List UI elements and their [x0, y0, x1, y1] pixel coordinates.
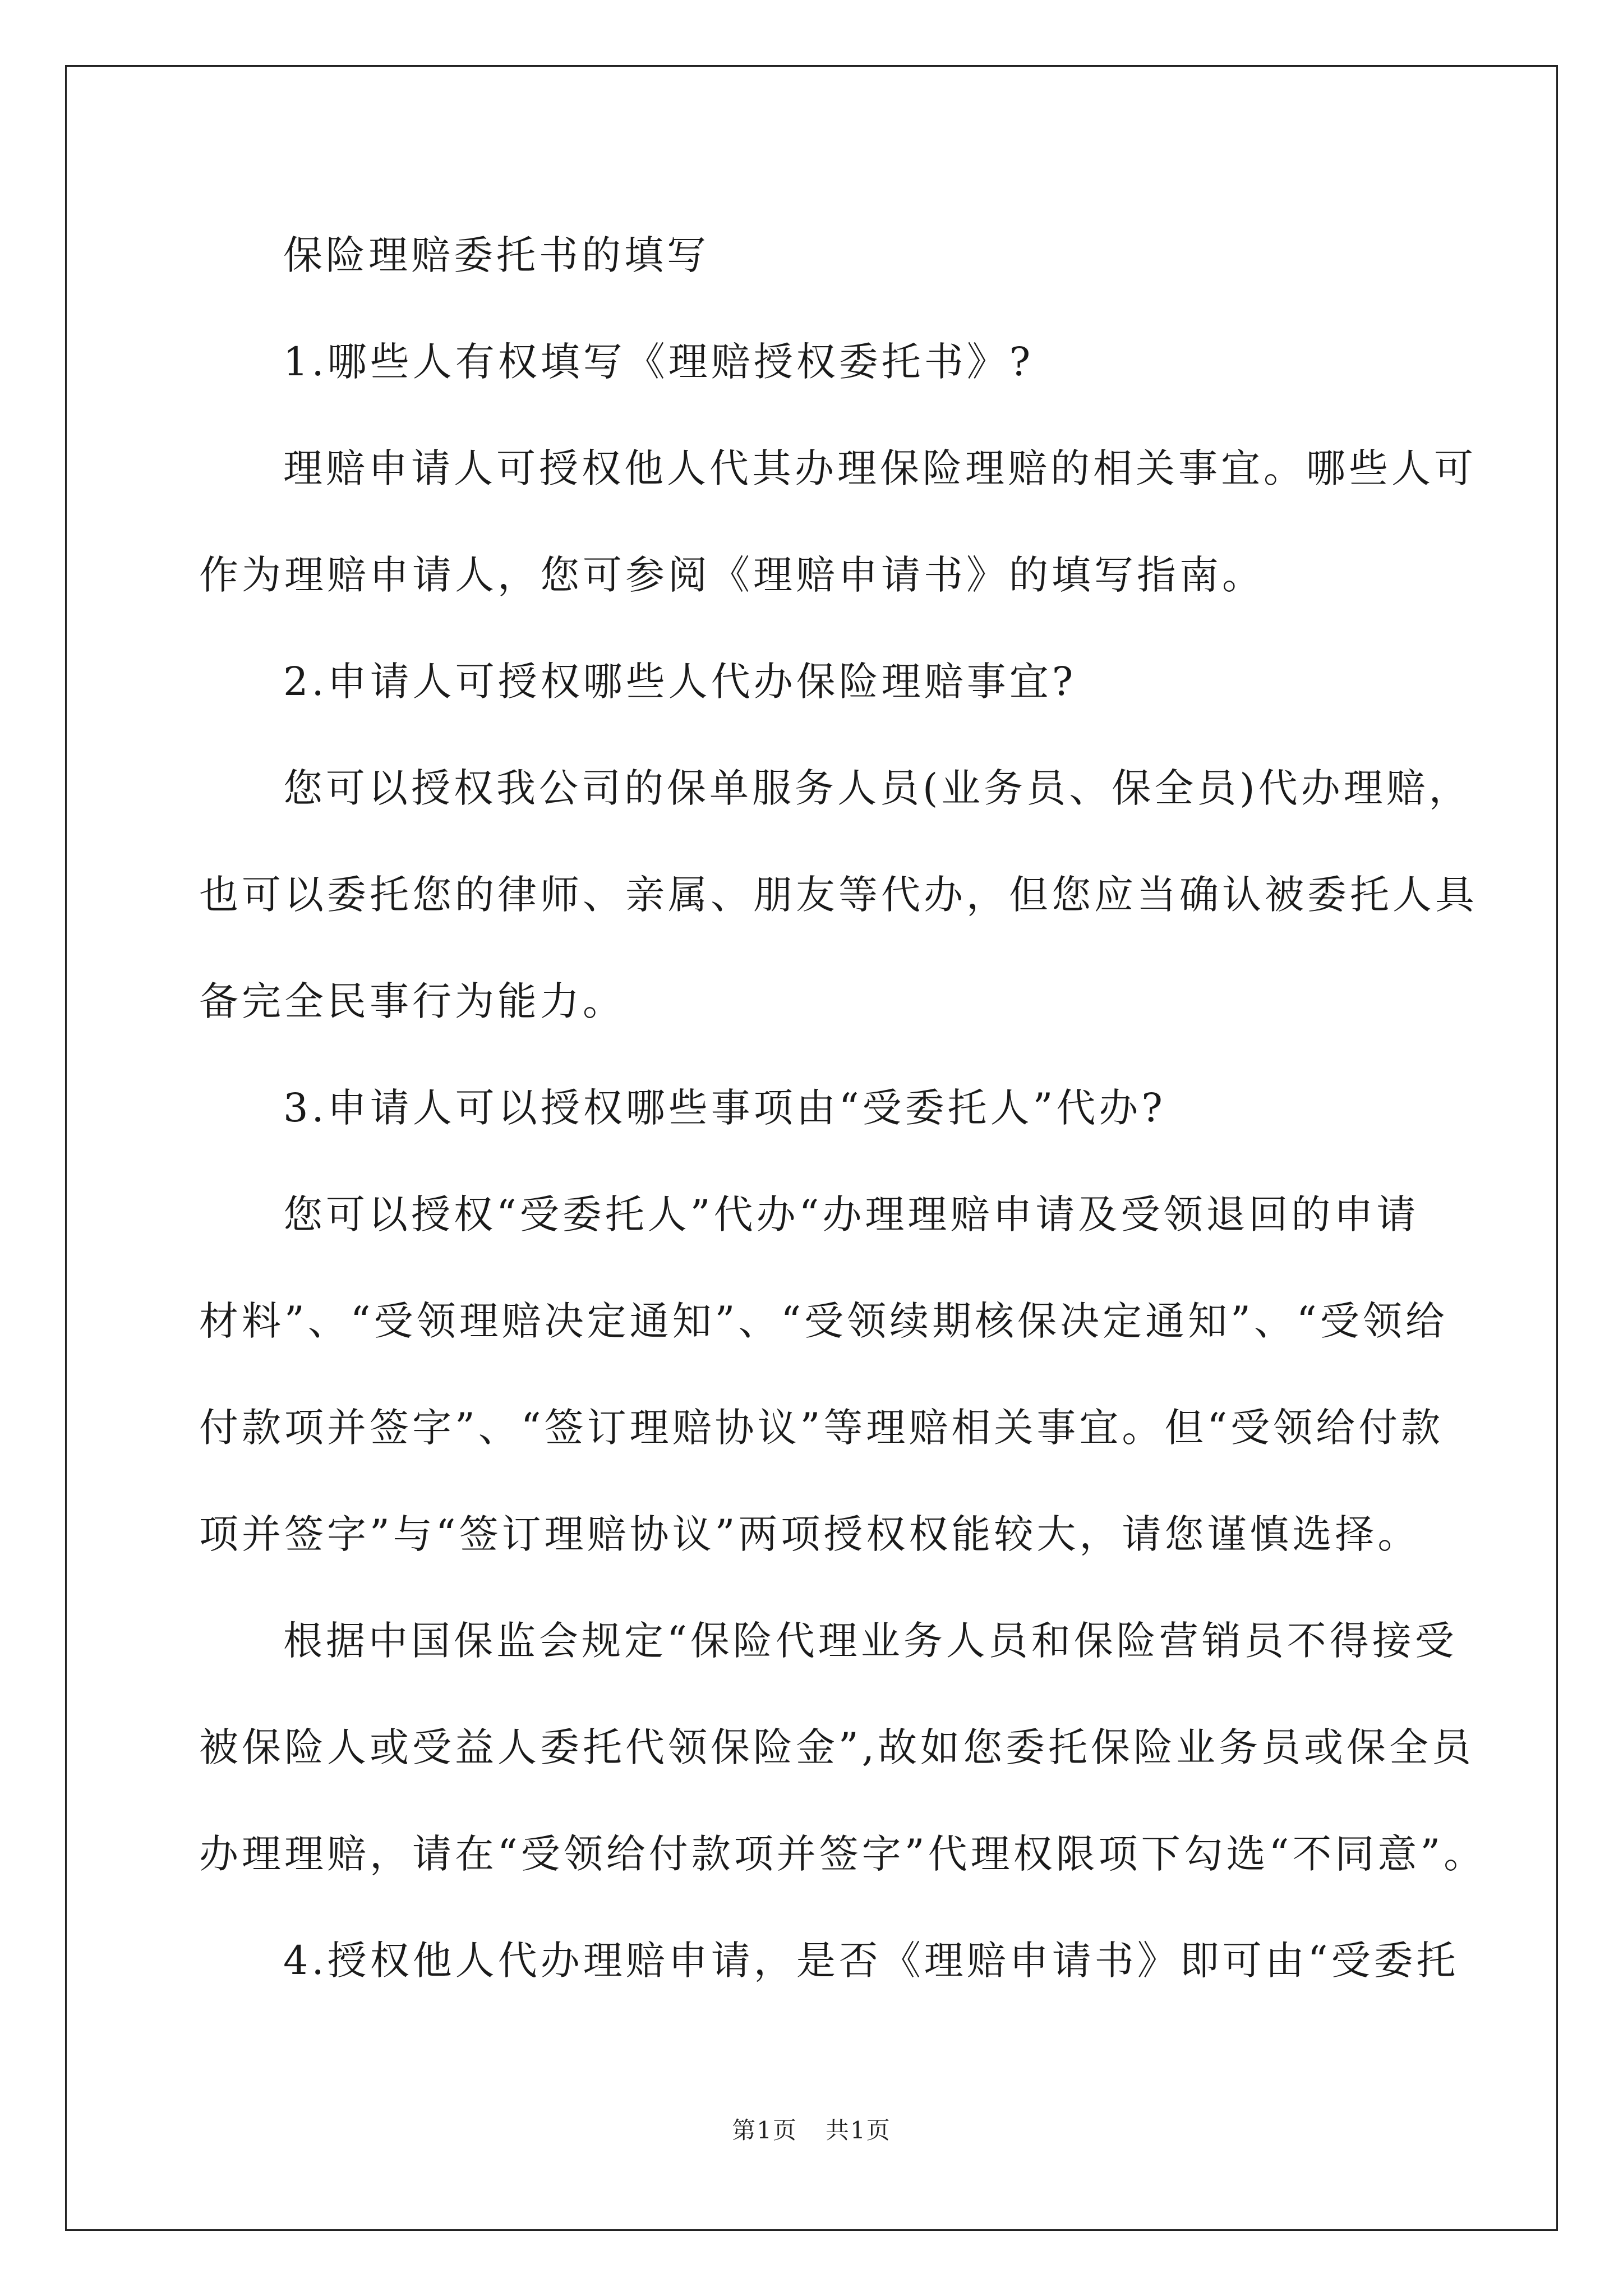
page-number: 第1页 — [732, 2116, 797, 2144]
answer-paragraph-3 — [199, 1161, 1450, 1588]
text-line: 根据中国保监会规定“保险代理业务人员和保险营销员不得接受 — [283, 1618, 1458, 1664]
text-line: 理赔申请人可授权他人代其办理保险理赔的相关事宜。哪些人可 — [283, 445, 1477, 491]
text-line: 材料”、“受领理赔决定通知”、“受领续期核保决定通知”、“受领给 — [199, 1298, 1448, 1344]
question-heading-1 — [199, 309, 1450, 415]
text-line: 2.申请人可授权哪些人代办保险理赔事宜? — [283, 659, 1077, 705]
answer-paragraph-2 — [199, 735, 1478, 1055]
text-line: 1.哪些人有权填写《理赔授权委托书》? — [283, 339, 1034, 385]
page-total: 共1页 — [826, 2116, 891, 2144]
text-line: 办理理赔，请在“受领给付款项并签字”代理权限项下勾选“不同意”。 — [199, 1831, 1487, 1877]
document-body — [199, 202, 1487, 2014]
text-line: 4.授权他人代办理赔申请，是否《理赔申请书》即可由“受委托 — [283, 1938, 1459, 1984]
text-line: 备完全民事行为能力。 — [199, 978, 625, 1024]
text-line: 3.申请人可以授权哪些事项由“受委托人”代办? — [283, 1085, 1166, 1131]
text-line: 您可以授权“受委托人”代办“办理理赔申请及受领退回的申请 — [283, 1191, 1419, 1237]
question-heading-2 — [199, 628, 1450, 735]
regulation-paragraph — [199, 1588, 1487, 1907]
text-line: 也可以委托您的律师、亲属、朋友等代办，但您应当确认被委托人具 — [199, 872, 1478, 918]
question-heading-3 — [199, 1055, 1450, 1161]
text-line: 付款项并签字”、“签订理赔协议”等理赔相关事宜。但“受领给付款 — [199, 1405, 1444, 1451]
text-line: 项并签字”与“签订理赔协议”两项授权权能较大，请您谨慎选择。 — [199, 1511, 1421, 1557]
text-line: 您可以授权我公司的保单服务人员(业务员、保全员)代办理赔， — [283, 765, 1472, 811]
document-title — [199, 202, 1450, 309]
text-line: 被保险人或受益人委托代领保险金”,故如您委托保险业务员或保全员 — [199, 1724, 1475, 1770]
question-heading-4 — [199, 1907, 1459, 2014]
answer-paragraph-1 — [199, 415, 1477, 628]
text-line: 作为理赔申请人，您可参阅《理赔申请书》的填写指南。 — [199, 552, 1265, 598]
page-footer — [0, 2112, 1623, 2146]
text-line: 保险理赔委托书的填写 — [283, 232, 709, 278]
